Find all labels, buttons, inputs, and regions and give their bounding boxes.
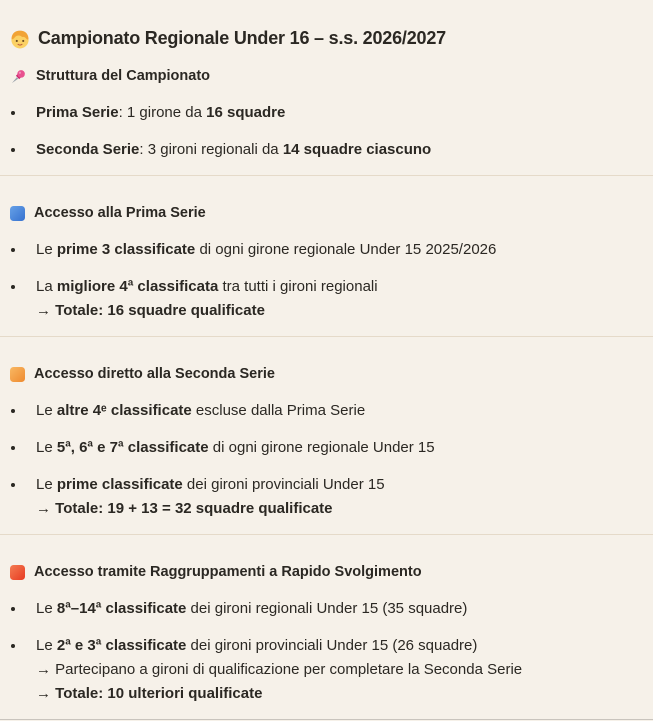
page-title-text: Campionato Regionale Under 16 – s.s. 2026/2027 [38, 28, 446, 48]
bullet-marker [10, 436, 36, 460]
bottom-divider [0, 719, 653, 720]
bullet-marker [10, 597, 36, 621]
section-divider [0, 175, 653, 176]
boy-emoji [10, 29, 30, 49]
bullet-marker [10, 101, 36, 125]
section-divider [0, 336, 653, 337]
list-item [10, 275, 639, 323]
list-item-text: Le 2ª e 3ª classificate dei gironi provinciali Under 15 (26 squadre) → Partecipano a gironi di qualificazione per completare la Seconda Serie → Totale: 10 ulteriori qualificate [36, 637, 523, 702]
section-title: Accesso diretto alla Seconda Serie [34, 366, 275, 382]
orange-square-icon [10, 367, 25, 382]
red-square-icon [10, 565, 25, 580]
section-prima-serie [10, 204, 639, 323]
list-item-text: Seconda Serie: 3 gironi regionali da 14 squadre ciascuno [36, 141, 432, 158]
list-item-text: La migliore 4ª classificata tra tutti i gironi regionali → Totale: 16 squadre qualificate [36, 278, 378, 319]
section-seconda-serie [10, 365, 639, 521]
section-title: Accesso tramite Raggruppamenti a Rapido Svolgimento [34, 564, 422, 580]
blue-square-icon [10, 206, 25, 221]
list-item [10, 101, 639, 125]
list-item-text: Le 8ª–14ª classificate dei gironi regionali Under 15 (35 squadre) [36, 600, 468, 617]
list-item [10, 597, 639, 621]
section-divider [0, 534, 653, 535]
bullet-marker [10, 138, 36, 162]
list-item-text: Le prime 3 classificate di ogni girone regionale Under 15 2025/2026 [36, 241, 497, 258]
list-item [10, 634, 639, 706]
pushpin-emoji [10, 68, 27, 85]
list-item [10, 238, 639, 262]
list-item-text: Le prime classificate dei gironi provinciali Under 15 → Totale: 19 + 13 = 32 squadre qualificate [36, 476, 385, 517]
section-heading-struttura [10, 67, 639, 85]
bullet-marker [10, 473, 36, 521]
list-item [10, 436, 639, 460]
list-item-text: Le 5ª, 6ª e 7ª classificate di ogni girone regionale Under 15 [36, 439, 435, 456]
list-item-text: Le altre 4ᵉ classificate escluse dalla Prima Serie [36, 402, 366, 419]
section-title: Struttura del Campionato [36, 68, 211, 84]
page-title [10, 28, 639, 49]
bullet-marker [10, 275, 36, 323]
section-heading-seconda-serie [10, 365, 639, 383]
list-item-text: Prima Serie: 1 girone da 16 squadre [36, 104, 286, 121]
section-struttura [10, 67, 639, 162]
bullet-marker [10, 399, 36, 423]
list-item [10, 138, 639, 162]
section-title: Accesso alla Prima Serie [34, 205, 206, 221]
list-item [10, 473, 639, 521]
bullet-marker [10, 634, 36, 706]
section-raggruppamenti [10, 563, 639, 706]
section-heading-prima-serie [10, 204, 639, 222]
section-heading-raggruppamenti [10, 563, 639, 581]
bullet-marker [10, 238, 36, 262]
list-item [10, 399, 639, 423]
